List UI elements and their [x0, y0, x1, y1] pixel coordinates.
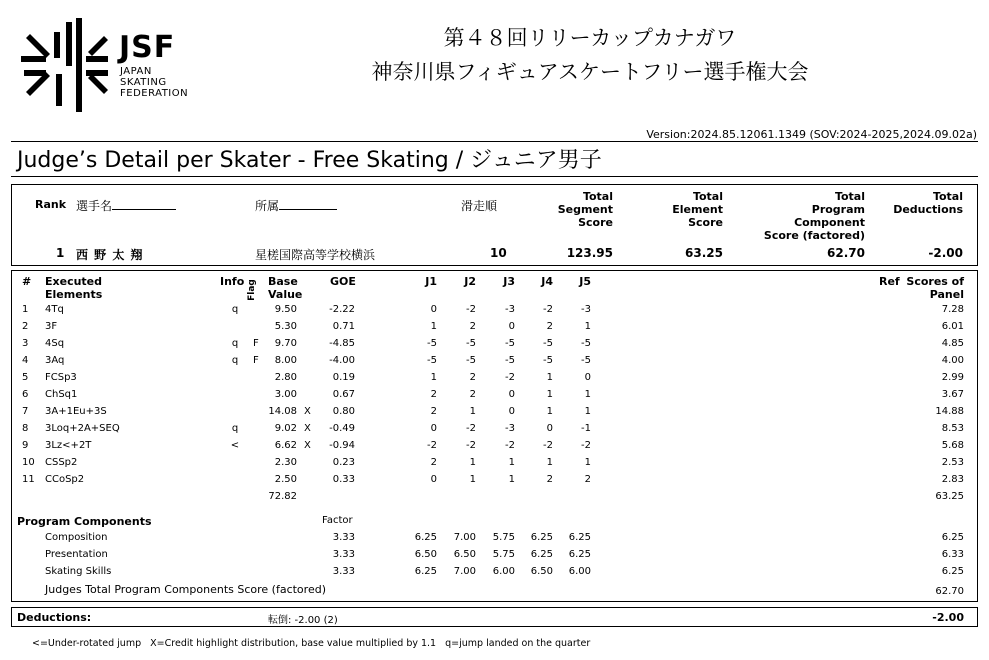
element-panel: 4.85 — [941, 338, 964, 349]
ded-value: -2.00 — [928, 246, 963, 260]
element-info: q — [231, 423, 239, 434]
element-j2: 1 — [469, 457, 476, 468]
name-header — [76, 197, 176, 214]
pc-panel: 6.25 — [941, 532, 964, 543]
element-name: 3F — [45, 321, 58, 332]
panel-header-1: Scores of — [906, 275, 964, 288]
element-info: q — [231, 304, 239, 315]
info-header: Info — [220, 275, 245, 288]
pc-j3: 5.75 — [492, 532, 515, 543]
pcs-header-4: Score (factored) — [763, 229, 865, 242]
element-base: 9.50 — [274, 304, 297, 315]
element-num: 1 — [22, 304, 29, 315]
element-j5: 0 — [584, 372, 591, 383]
pc-j1: 6.25 — [414, 532, 437, 543]
element-base: 9.02 — [274, 423, 297, 434]
element-j5: -2 — [581, 440, 591, 451]
pc-j2: 6.50 — [453, 549, 476, 560]
element-base: 3.00 — [274, 389, 297, 400]
element-j3: 0 — [508, 389, 515, 400]
tes-header-1: Total — [692, 190, 723, 203]
tss-header-2: Segment — [557, 203, 613, 216]
element-j4: 0 — [546, 423, 553, 434]
logo-mark-text: JSF — [119, 30, 176, 65]
element-info: q — [231, 355, 239, 366]
element-num: 11 — [22, 474, 35, 485]
element-j2: -2 — [466, 304, 476, 315]
pc-factor: 3.33 — [332, 532, 355, 543]
element-goe: 0.33 — [332, 474, 355, 485]
element-panel: 6.01 — [941, 321, 964, 332]
element-panel: 4.00 — [941, 355, 964, 366]
element-panel: 8.53 — [941, 423, 964, 434]
element-num: 4 — [22, 355, 29, 366]
element-flag: F — [253, 355, 259, 366]
num-header: # — [22, 275, 32, 288]
pc-factor: 3.33 — [332, 566, 355, 577]
element-j3: -3 — [505, 304, 515, 315]
element-name: CCoSp2 — [45, 474, 85, 485]
deductions-label: Deductions: — [17, 611, 92, 624]
element-j4: -5 — [543, 338, 553, 349]
pc-j5: 6.00 — [568, 566, 591, 577]
pc-panel: 6.25 — [941, 566, 964, 577]
j2-header: J2 — [464, 275, 476, 288]
element-num: 2 — [22, 321, 29, 332]
element-j1: 0 — [430, 423, 437, 434]
base-header — [268, 275, 302, 301]
element-base: 2.80 — [274, 372, 297, 383]
order-header: 滑走順 — [461, 199, 498, 213]
element-j2: -5 — [466, 355, 476, 366]
element-name: 3Lz<+2T — [45, 440, 92, 451]
j3-header: J3 — [503, 275, 515, 288]
pcs-header-2: Program — [811, 203, 865, 216]
element-j3: -2 — [505, 372, 515, 383]
element-j4: 1 — [546, 389, 553, 400]
element-panel: 5.68 — [941, 440, 964, 451]
element-goe: -4.85 — [329, 338, 355, 349]
rank-header: Rank — [35, 198, 67, 211]
name-header-text: 選手名 — [76, 199, 113, 213]
element-base: 2.30 — [274, 457, 297, 468]
pc-panel: 6.33 — [941, 549, 964, 560]
pc-title: Program Components — [17, 515, 152, 528]
deductions-box — [11, 607, 978, 627]
element-base: 9.70 — [274, 338, 297, 349]
tes-header — [650, 190, 723, 229]
element-goe: 0.71 — [332, 321, 355, 332]
title-rule — [11, 141, 978, 142]
element-base: 2.50 — [274, 474, 297, 485]
pc-j1: 6.25 — [414, 566, 437, 577]
pc-j2: 7.00 — [453, 566, 476, 577]
pc-j4: 6.25 — [530, 549, 553, 560]
tss-header-3: Score — [578, 216, 613, 229]
element-j5: -5 — [581, 338, 591, 349]
club-header — [255, 197, 337, 214]
base-header-2: Value — [268, 288, 303, 301]
tes-header-3: Score — [688, 216, 723, 229]
pcs-header — [740, 190, 865, 242]
tss-value: 123.95 — [566, 246, 613, 260]
element-j2: -5 — [466, 338, 476, 349]
element-j4: -5 — [543, 355, 553, 366]
element-j2: 2 — [469, 372, 476, 383]
executed-header-1: Executed — [45, 275, 103, 288]
title-bottom-rule — [11, 176, 978, 177]
element-goe: 0.67 — [332, 389, 355, 400]
ded-header — [880, 190, 963, 216]
pc-j2: 7.00 — [453, 532, 476, 543]
executed-header-2: Elements — [45, 288, 103, 301]
ref-header: Ref — [879, 275, 900, 288]
tes-value: 63.25 — [685, 246, 723, 260]
element-panel: 2.83 — [941, 474, 964, 485]
element-j5: 1 — [584, 457, 591, 468]
j1-header: J1 — [425, 275, 437, 288]
version-text: Version:2024.85.12061.1349 (SOV:2024-2025,2024.09.02a) — [646, 128, 977, 141]
pcs-header-3: Component — [794, 216, 865, 229]
deductions-detail: 転倒: -2.00 (2) — [268, 615, 338, 626]
element-flag: F — [253, 338, 259, 349]
element-base: 14.08 — [268, 406, 297, 417]
tss-header-1: Total — [582, 190, 613, 203]
element-j5: -3 — [581, 304, 591, 315]
element-goe: -0.49 — [329, 423, 355, 434]
element-j1: -5 — [427, 338, 437, 349]
element-j4: 1 — [546, 457, 553, 468]
jsf-logo — [16, 18, 196, 112]
element-j1: 1 — [430, 372, 437, 383]
element-j1: -2 — [427, 440, 437, 451]
panel-header — [900, 275, 964, 301]
element-j1: 0 — [430, 304, 437, 315]
name-header-underline — [112, 209, 176, 210]
element-j4: 1 — [546, 372, 553, 383]
start-order: 10 — [490, 246, 507, 260]
element-goe: 0.23 — [332, 457, 355, 468]
element-info: q — [231, 338, 239, 349]
logo-line-3: FEDERATION — [120, 88, 189, 99]
element-j3: 1 — [508, 474, 515, 485]
pc-j3: 6.00 — [492, 566, 515, 577]
element-j4: -2 — [543, 304, 553, 315]
element-base: 6.62 — [274, 440, 297, 451]
element-x: X — [304, 423, 311, 434]
pc-j5: 6.25 — [568, 549, 591, 560]
logo-line-2: SKATING — [120, 77, 167, 88]
skater-name: 西 野 太 翔 — [76, 248, 144, 262]
element-name: 3Aq — [45, 355, 65, 366]
element-name: FCSp3 — [45, 372, 77, 383]
element-name: 3Loq+2A+SEQ — [45, 423, 120, 434]
element-x: X — [304, 440, 311, 451]
element-panel: 14.88 — [935, 406, 964, 417]
element-j2: 1 — [469, 406, 476, 417]
element-j5: 1 — [584, 389, 591, 400]
element-j5: 2 — [584, 474, 591, 485]
element-panel: 2.99 — [941, 372, 964, 383]
element-goe: 0.80 — [332, 406, 355, 417]
j5-header: J5 — [579, 275, 591, 288]
element-panel: 7.28 — [941, 304, 964, 315]
club-header-underline — [279, 209, 337, 210]
logo-line-1: JAPAN — [120, 66, 152, 77]
element-num: 8 — [22, 423, 29, 434]
element-j1: 2 — [430, 406, 437, 417]
element-j3: -2 — [505, 440, 515, 451]
element-goe: -4.00 — [329, 355, 355, 366]
element-j3: -5 — [505, 338, 515, 349]
element-num: 9 — [22, 440, 29, 451]
pc-name: Skating Skills — [45, 566, 112, 577]
element-j4: 2 — [546, 321, 553, 332]
element-panel: 2.53 — [941, 457, 964, 468]
element-goe: -0.94 — [329, 440, 355, 451]
rank-value: 1 — [56, 246, 65, 260]
event-title-line2: 神奈川県フィギュアスケートフリー選手権大会 — [371, 60, 809, 84]
element-j4: 2 — [546, 474, 553, 485]
ded-header-1: Total — [932, 190, 963, 203]
jsf-emblem-icon — [16, 18, 111, 112]
element-info: < — [230, 440, 240, 451]
element-j3: 0 — [508, 406, 515, 417]
element-j5: -1 — [581, 423, 591, 434]
element-goe: -2.22 — [329, 304, 355, 315]
element-j2: -2 — [466, 440, 476, 451]
base-header-1: Base — [268, 275, 298, 288]
element-goe: 0.19 — [332, 372, 355, 383]
pcs-header-1: Total — [834, 190, 865, 203]
panel-header-2: Panel — [929, 288, 964, 301]
element-base: 8.00 — [274, 355, 297, 366]
element-j2: 2 — [469, 321, 476, 332]
element-j1: 1 — [430, 321, 437, 332]
pc-j4: 6.25 — [530, 532, 553, 543]
tss-header — [540, 190, 613, 229]
element-panel: 3.67 — [941, 389, 964, 400]
panel-total: 63.25 — [935, 491, 964, 502]
element-j4: 1 — [546, 406, 553, 417]
deductions-total: -2.00 — [932, 611, 964, 624]
element-name: 3A+1Eu+3S — [45, 406, 107, 417]
element-name: CSSp2 — [45, 457, 78, 468]
element-j3: 1 — [508, 457, 515, 468]
report-title: Judge’s Detail per Skater - Free Skating / ジュニア男子 — [17, 148, 602, 173]
base-total: 72.82 — [268, 491, 297, 502]
element-j3: -3 — [505, 423, 515, 434]
element-x: X — [304, 406, 311, 417]
element-j1: 2 — [430, 457, 437, 468]
element-num: 3 — [22, 338, 29, 349]
element-j1: -5 — [427, 355, 437, 366]
element-j2: 1 — [469, 474, 476, 485]
goe-header: GOE — [330, 275, 356, 288]
pc-j1: 6.50 — [414, 549, 437, 560]
element-j3: -5 — [505, 355, 515, 366]
element-base: 5.30 — [274, 321, 297, 332]
element-num: 6 — [22, 389, 29, 400]
element-name: ChSq1 — [45, 389, 78, 400]
legend-text: <=Under-rotated jump X=Credit highlight distribution, base value multiplied by 1.1 q=jump landed on the quarter — [32, 638, 591, 649]
pcs-value: 62.70 — [827, 246, 865, 260]
pc-factor: 3.33 — [332, 549, 355, 560]
element-j5: -5 — [581, 355, 591, 366]
element-j2: -2 — [466, 423, 476, 434]
pc-factor-header: Factor — [322, 515, 353, 526]
element-name: 4Tq — [45, 304, 64, 315]
element-j3: 0 — [508, 321, 515, 332]
pc-total-label: Judges Total Program Components Score (factored) — [45, 583, 326, 596]
pc-j4: 6.50 — [530, 566, 553, 577]
element-num: 7 — [22, 406, 29, 417]
executed-header — [45, 275, 102, 301]
element-j4: -2 — [543, 440, 553, 451]
element-j2: 2 — [469, 389, 476, 400]
element-num: 5 — [22, 372, 29, 383]
skater-club: 星槎国際高等学校横浜 — [255, 248, 376, 262]
tes-header-2: Element — [672, 203, 723, 216]
element-num: 10 — [22, 457, 35, 468]
event-title-line1: 第４８回リリーカップカナガワ — [443, 26, 737, 50]
pc-j5: 6.25 — [568, 532, 591, 543]
ded-header-2: Deductions — [893, 203, 963, 216]
element-name: 4Sq — [45, 338, 65, 349]
pc-name: Composition — [45, 532, 108, 543]
pc-name: Presentation — [45, 549, 108, 560]
element-j5: 1 — [584, 321, 591, 332]
j4-header: J4 — [541, 275, 553, 288]
element-j1: 2 — [430, 389, 437, 400]
flag-header: Flag — [246, 279, 257, 301]
club-header-text: 所属 — [255, 199, 280, 213]
pc-total-value: 62.70 — [935, 586, 964, 597]
pc-j3: 5.75 — [492, 549, 515, 560]
element-j1: 0 — [430, 474, 437, 485]
element-j5: 1 — [584, 406, 591, 417]
